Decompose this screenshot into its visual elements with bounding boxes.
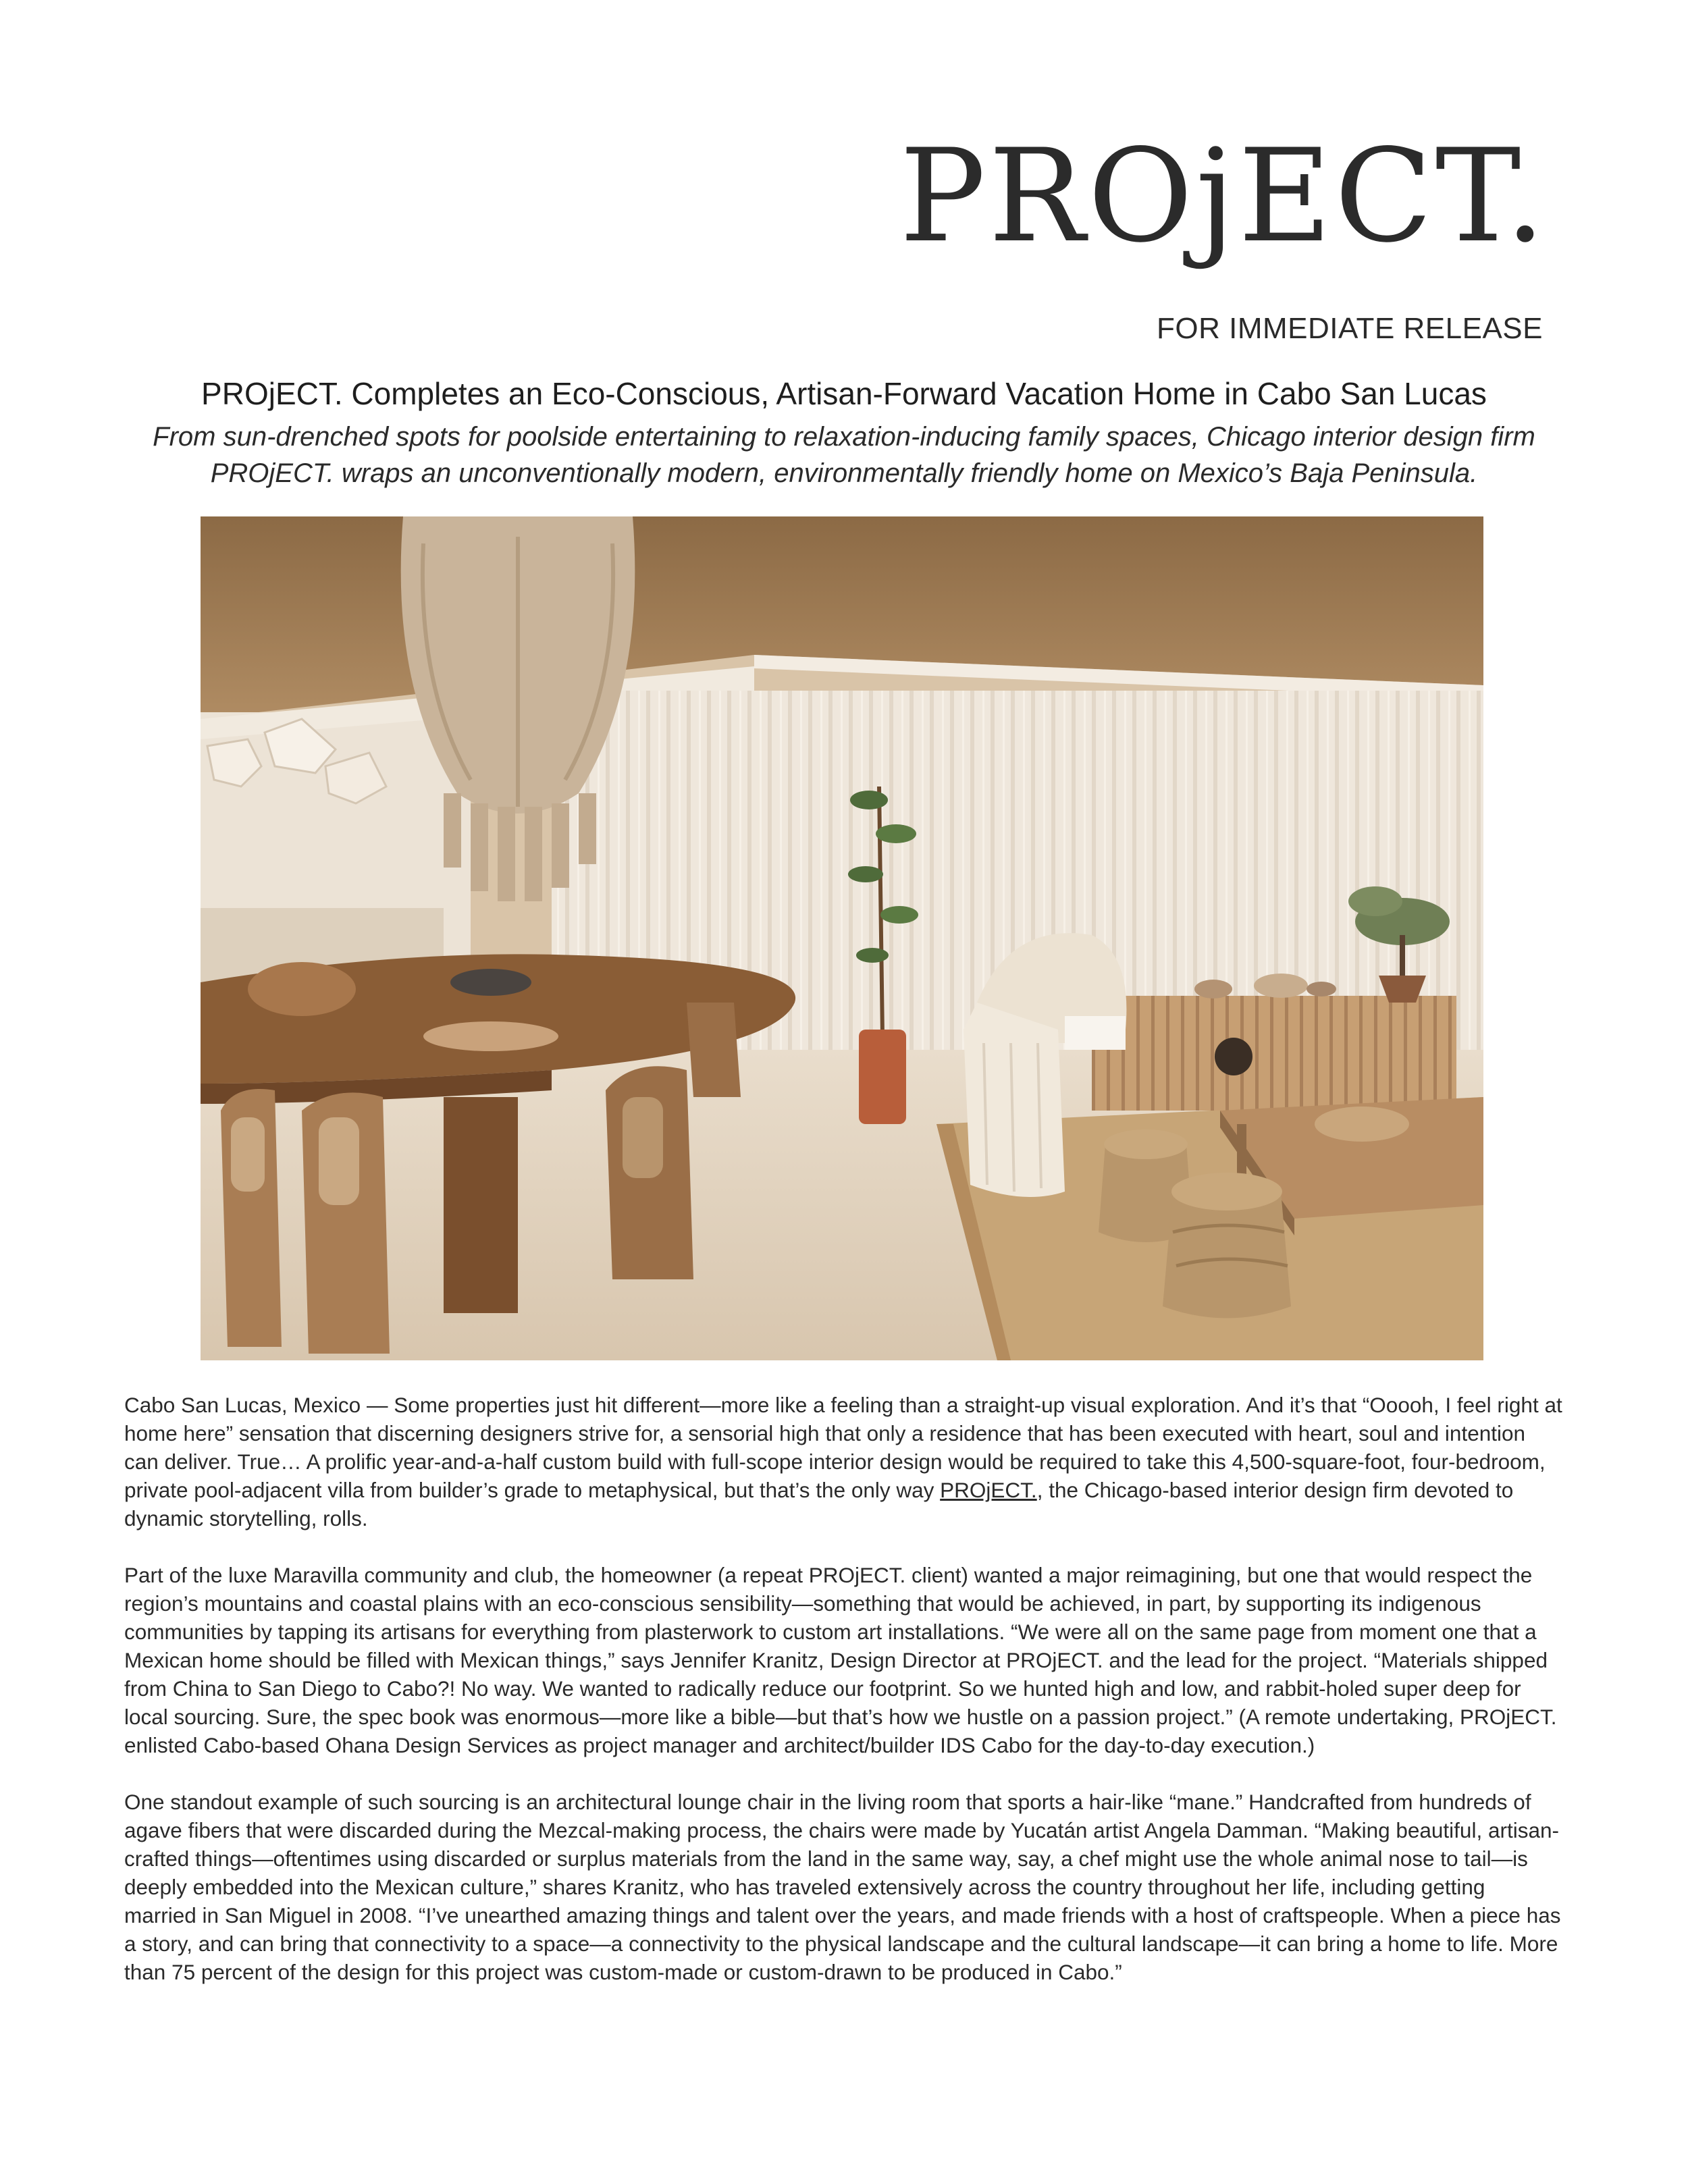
paragraph-3: One standout example of such sourcing is an architectural lounge chair in the living room that sports a hair-like “mane.” Handcrafted from hundreds of agave fibers that were discarded during the Mezcal-making process, the chairs were made by Yucatán artist Angela Damman. “Making beautiful, artisan-crafted things—oftentimes using discarded or surplus materials from the land in the same way, say, a chef might use the whole animal nose to tail—is deeply embedded into the Mexican culture,” shares Kranitz, who has traveled extensively across the country throughout her life, including getting married in San Miguel in 2008. “I’ve unearthed amazing things and talent over the years, and made friends with a host of craftspeople. When a piece has a story, and can bring that connectivity to a space—a connectivity to the physical landscape and the cultural landscape—it can bring a home to life. More than 75 percent of the design for this project was custom-made or custom-drawn to be produced in Cabo.” [124,1790,1561,1984]
paragraph-1-text: Cabo San Lucas, Mexico — Some properties just hit different—more like a feeling than a straight-up visual exploration. And it’s that “Ooooh, I feel right at home here” sensation that discerning designers strive for, a sensorial high that only a residence that has been executed with heart, soul and intention can deliver. True… A prolific year-and-a-half custom build with full-scope interior design would be required to take this 4,500-square-foot, four-bedroom, private pool-adjacent villa from builder’s grade to metaphysical, but that’s the only way [124,1393,1562,1502]
release-label: FOR IMMEDIATE RELEASE [1157,312,1543,345]
paragraph-2: Part of the luxe Maravilla community and club, the homeowner (a repeat PROjECT. client) wanted a major reimagining, but one that would respect the region’s mountains and coastal plains with an eco-conscious sensibility—something that would be achieved, in part, by supporting its indigenous communities by tapping its artisans for everything from plasterwork to custom art installations. “We were all on the same page from moment one that a Mexican home should be filled with Mexican things,” says Jennifer Kranitz, Design Director at PROjECT. and the lead for the project. “Materials shipped from China to San Diego to Cabo?! No way. We wanted to radically reduce our footprint. So we hunted high and low, and rabbit-holed super deep for local sourcing. Sure, the spec book was enormous—more like a bible—but that’s how we hustle on a passion project.” (A remote undertaking, PROjECT. enlisted Cabo-based Ohana Design Services as project manager and architect/builder IDS Cabo for the day-to-day execution.) [124,1563,1557,1757]
subheadline: From sun-drenched spots for poolside entertaining to relaxation-inducing family spaces, Chicago interior design firm PROjECT. wraps an unconventionally modern, environmentally friendly home on Mexico’s Baja Peninsula. [153,422,1535,488]
headline: PROjECT. Completes an Eco-Conscious, Artisan-Forward Vacation Home in Cabo San Lucas [201,376,1487,411]
interior-photo [201,516,1483,1360]
article-body [124,1391,1562,2015]
ceiling [201,516,1483,719]
project-link[interactable]: PROjECT. [940,1478,1037,1502]
paragraph-1-text-end: , the Chicago-based interior design firm devoted to dynamic storytelling, rolls. [124,1478,1514,1530]
project-logo: PROjECT. [899,122,1548,271]
paragraph-1 [124,1391,1562,1533]
